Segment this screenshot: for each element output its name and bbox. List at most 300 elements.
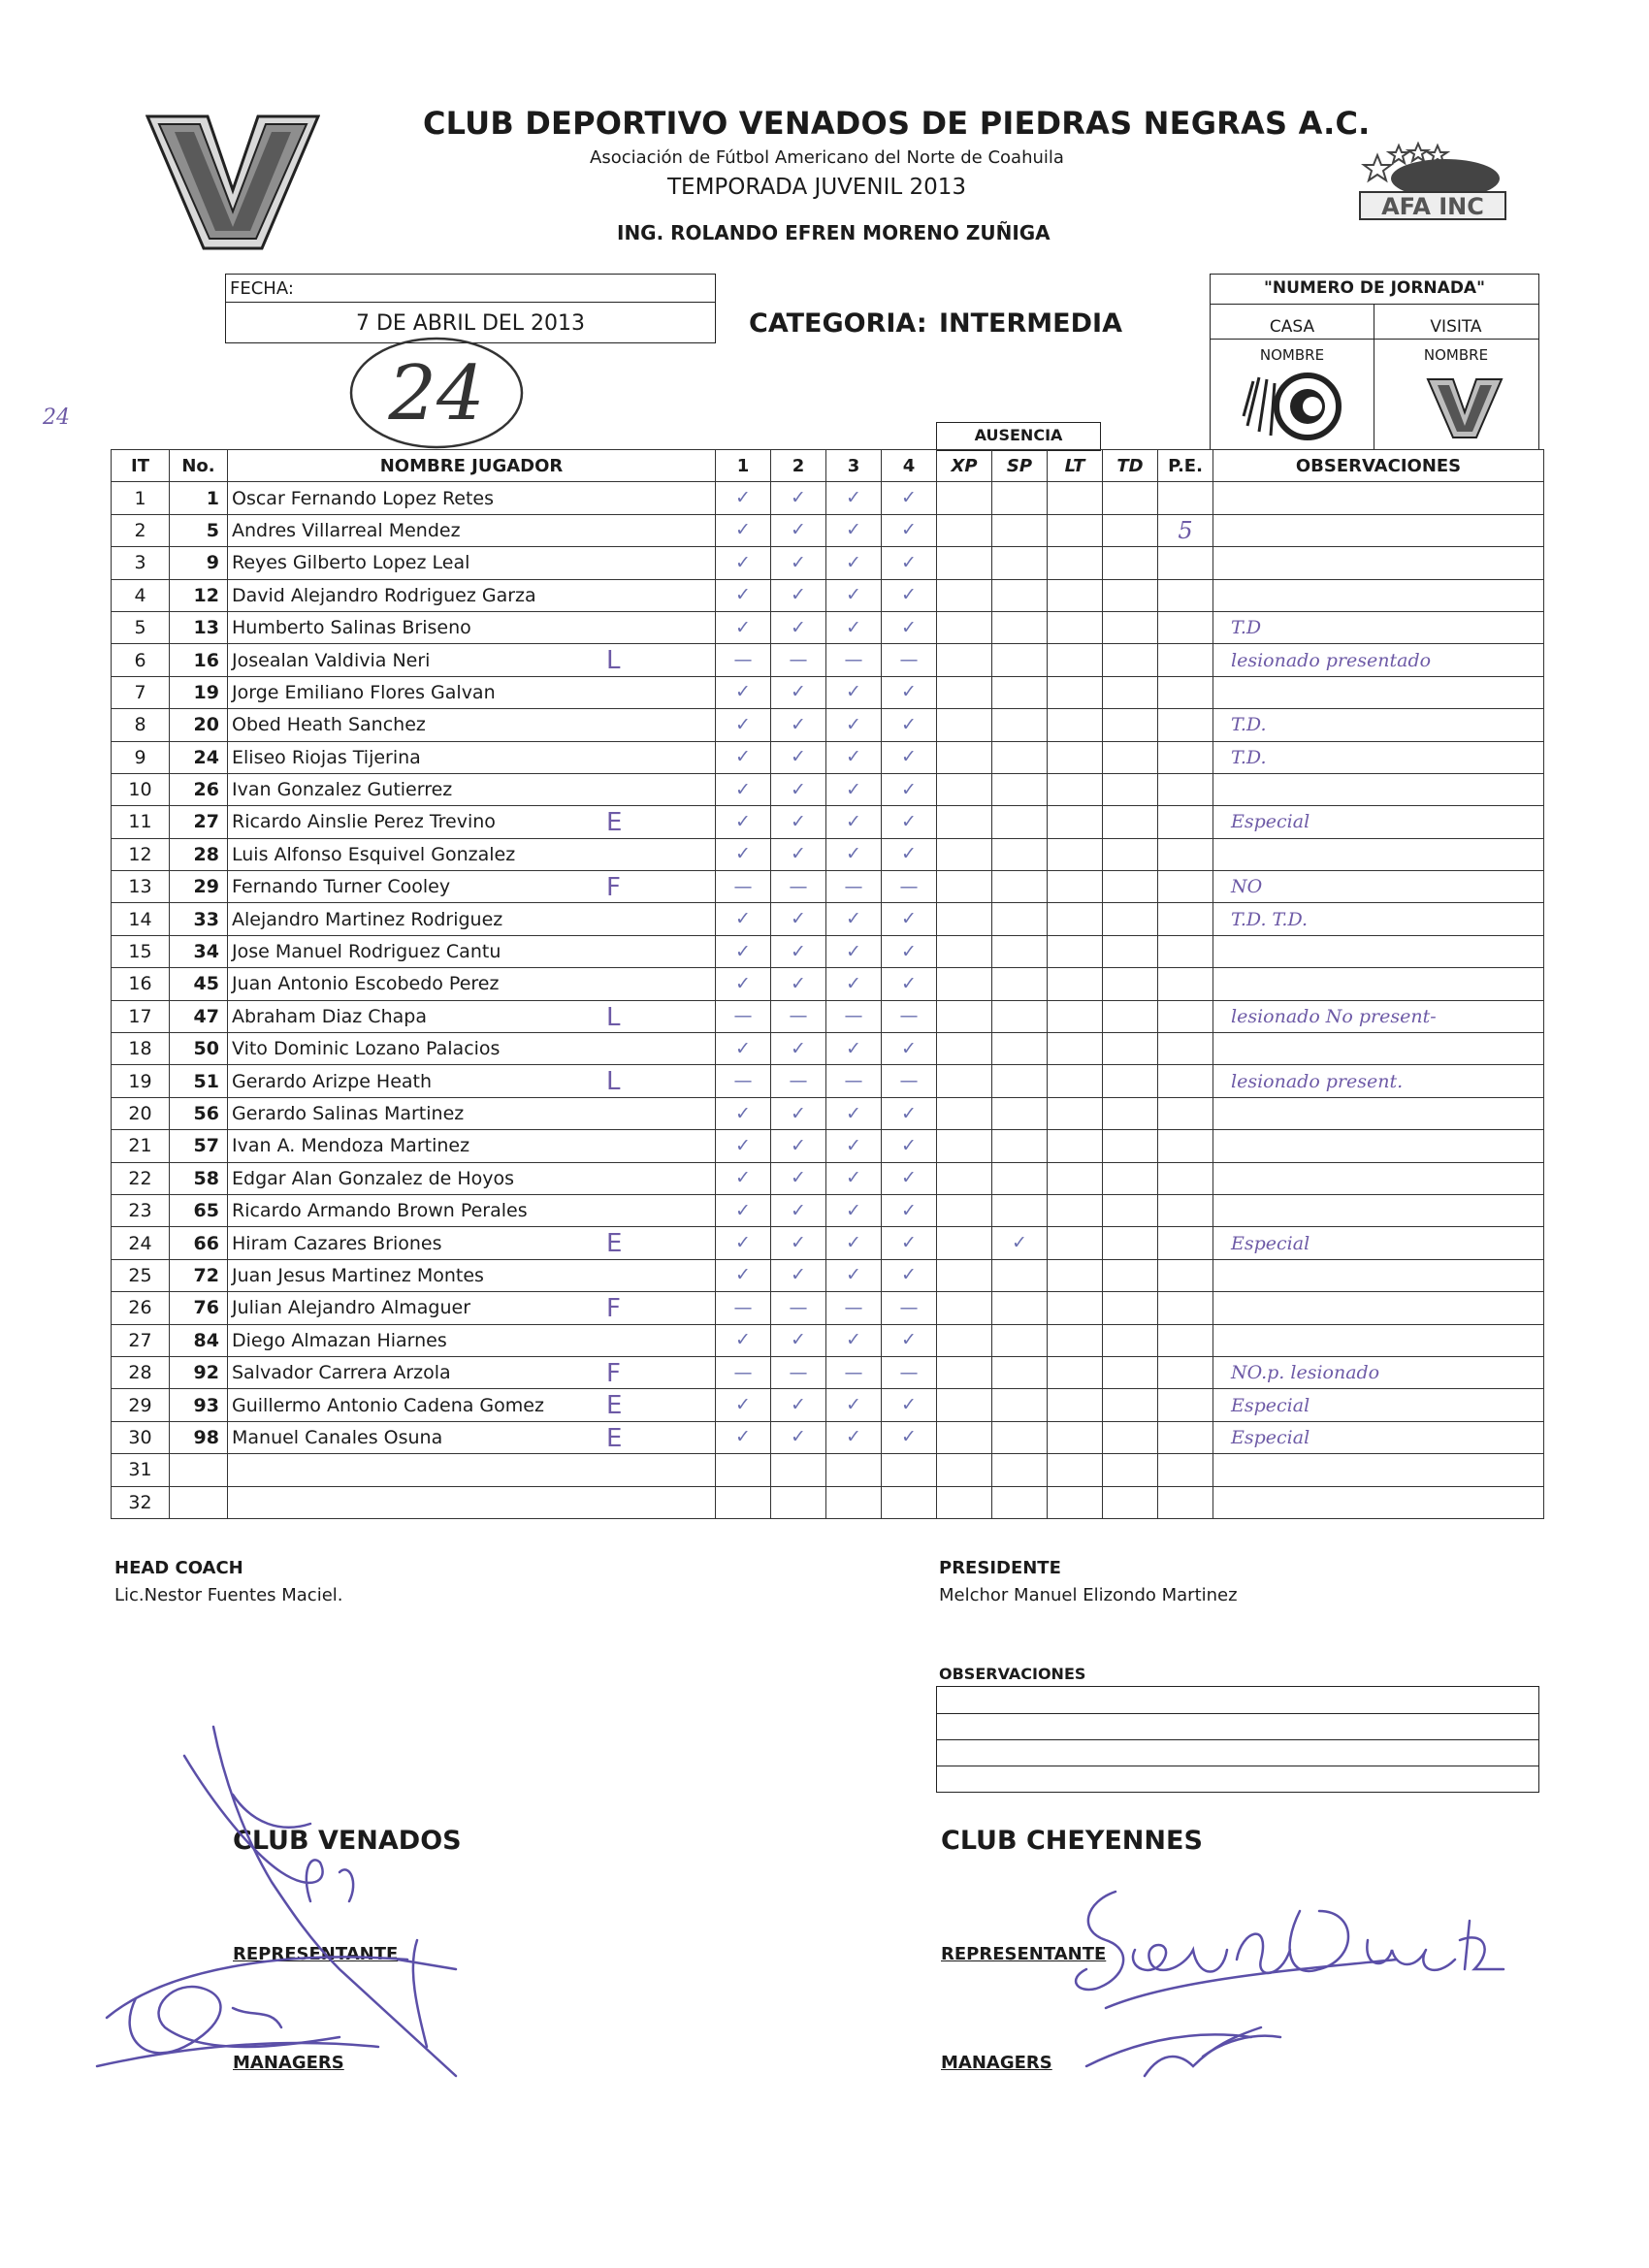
row-player-name bbox=[228, 579, 716, 611]
row-it: 12 bbox=[112, 838, 170, 870]
row-player-name bbox=[228, 1162, 716, 1194]
table-row bbox=[112, 579, 1544, 611]
row-player-name bbox=[228, 547, 716, 579]
row-quarter-2: — bbox=[771, 1000, 826, 1032]
row-quarter-2: — bbox=[771, 644, 826, 676]
representante-right-label: REPRESENTANTE bbox=[941, 1944, 1107, 1964]
row-lt bbox=[1048, 1421, 1103, 1453]
row-player-name bbox=[228, 806, 716, 838]
player-name: Salvador Carrera Arzola bbox=[232, 1362, 451, 1384]
row-quarter-4: ✓ bbox=[882, 547, 937, 579]
row-xp bbox=[937, 1000, 992, 1032]
row-quarter-2: — bbox=[771, 1356, 826, 1388]
row-lt bbox=[1048, 579, 1103, 611]
row-td bbox=[1103, 482, 1158, 514]
table-row bbox=[112, 1097, 1544, 1129]
row-player-name bbox=[228, 1194, 716, 1226]
row-observaciones: lesionado presentado bbox=[1213, 644, 1544, 676]
row-quarter-4: ✓ bbox=[882, 1324, 937, 1356]
player-name: Guillermo Antonio Cadena Gomez bbox=[232, 1394, 544, 1416]
row-pe bbox=[1158, 903, 1213, 935]
managers-right-label: MANAGERS bbox=[941, 2053, 1052, 2073]
row-td bbox=[1103, 1292, 1158, 1324]
row-xp bbox=[937, 1130, 992, 1162]
row-lt bbox=[1048, 1356, 1103, 1388]
row-quarter-4: ✓ bbox=[882, 1033, 937, 1065]
row-quarter-4: ✓ bbox=[882, 676, 937, 708]
row-player-name bbox=[228, 773, 716, 805]
player-name: Gerardo Arizpe Heath bbox=[232, 1070, 433, 1092]
visita-nombre-label: NOMBRE bbox=[1423, 346, 1489, 364]
row-quarter-3: ✓ bbox=[826, 709, 882, 741]
row-quarter-3: ✓ bbox=[826, 903, 882, 935]
row-number: 57 bbox=[170, 1130, 228, 1162]
status-mark-handwritten: L bbox=[606, 1067, 621, 1097]
row-it: 30 bbox=[112, 1421, 170, 1453]
row-observaciones: NO.p. lesionado bbox=[1213, 1356, 1544, 1388]
row-number: 51 bbox=[170, 1065, 228, 1097]
row-pe bbox=[1158, 1486, 1213, 1518]
row-td bbox=[1103, 1421, 1158, 1453]
table-row bbox=[112, 1065, 1544, 1097]
row-quarter-4: ✓ bbox=[882, 1194, 937, 1226]
row-sp bbox=[992, 514, 1048, 546]
row-it: 2 bbox=[112, 514, 170, 546]
row-observaciones bbox=[1213, 1097, 1544, 1129]
row-quarter-1: — bbox=[716, 871, 771, 903]
table-row bbox=[112, 1227, 1544, 1259]
row-quarter-2: ✓ bbox=[771, 1097, 826, 1129]
status-mark-handwritten: F bbox=[606, 873, 621, 903]
row-observaciones: T.D. bbox=[1213, 709, 1544, 741]
row-quarter-2: ✓ bbox=[771, 903, 826, 935]
row-td bbox=[1103, 1130, 1158, 1162]
row-quarter-1: ✓ bbox=[716, 935, 771, 967]
row-player-name bbox=[228, 741, 716, 773]
representante-left-label: REPRESENTANTE bbox=[233, 1944, 399, 1964]
row-quarter-1: ✓ bbox=[716, 514, 771, 546]
row-it: 18 bbox=[112, 1033, 170, 1065]
row-quarter-2: ✓ bbox=[771, 838, 826, 870]
header-td: TD bbox=[1103, 450, 1158, 482]
row-quarter-2: — bbox=[771, 871, 826, 903]
row-quarter-1: ✓ bbox=[716, 482, 771, 514]
row-quarter-1: ✓ bbox=[716, 1227, 771, 1259]
row-xp bbox=[937, 1065, 992, 1097]
row-sp bbox=[992, 773, 1048, 805]
row-it: 4 bbox=[112, 579, 170, 611]
row-quarter-1 bbox=[716, 1454, 771, 1486]
row-quarter-4: ✓ bbox=[882, 1389, 937, 1421]
row-quarter-1: ✓ bbox=[716, 1324, 771, 1356]
row-quarter-3: — bbox=[826, 1065, 882, 1097]
row-quarter-4: ✓ bbox=[882, 773, 937, 805]
player-name: Ricardo Ainslie Perez Trevino bbox=[232, 811, 496, 833]
row-td bbox=[1103, 773, 1158, 805]
row-quarter-3: ✓ bbox=[826, 1130, 882, 1162]
row-lt bbox=[1048, 1227, 1103, 1259]
table-row bbox=[112, 1292, 1544, 1324]
table-row bbox=[112, 1324, 1544, 1356]
row-quarter-2: ✓ bbox=[771, 611, 826, 643]
row-sp bbox=[992, 1130, 1048, 1162]
row-td bbox=[1103, 1033, 1158, 1065]
row-sp bbox=[992, 709, 1048, 741]
row-quarter-3: ✓ bbox=[826, 1259, 882, 1291]
row-quarter-1: ✓ bbox=[716, 1033, 771, 1065]
status-mark-handwritten: F bbox=[606, 1358, 621, 1388]
row-observaciones bbox=[1213, 1454, 1544, 1486]
row-lt bbox=[1048, 1194, 1103, 1226]
row-quarter-3: ✓ bbox=[826, 1097, 882, 1129]
row-td bbox=[1103, 806, 1158, 838]
row-observaciones: T.D. T.D. bbox=[1213, 903, 1544, 935]
row-number bbox=[170, 1454, 228, 1486]
status-mark-handwritten: E bbox=[606, 1391, 623, 1421]
svg-text:V: V bbox=[232, 182, 234, 183]
afa-inc-logo bbox=[1348, 138, 1523, 225]
row-it: 28 bbox=[112, 1356, 170, 1388]
row-quarter-1: ✓ bbox=[716, 1421, 771, 1453]
row-observaciones: T.D bbox=[1213, 611, 1544, 643]
status-mark-handwritten: E bbox=[606, 1229, 623, 1259]
row-td bbox=[1103, 644, 1158, 676]
row-quarter-1: ✓ bbox=[716, 968, 771, 1000]
row-player-name bbox=[228, 676, 716, 708]
row-quarter-3: ✓ bbox=[826, 1227, 882, 1259]
row-quarter-1: ✓ bbox=[716, 1130, 771, 1162]
row-pe bbox=[1158, 1292, 1213, 1324]
row-quarter-1: — bbox=[716, 1000, 771, 1032]
row-quarter-4: ✓ bbox=[882, 935, 937, 967]
row-quarter-4: ✓ bbox=[882, 611, 937, 643]
row-number bbox=[170, 1486, 228, 1518]
row-it: 27 bbox=[112, 1324, 170, 1356]
row-quarter-1: — bbox=[716, 644, 771, 676]
row-quarter-1: ✓ bbox=[716, 806, 771, 838]
row-quarter-1: ✓ bbox=[716, 1097, 771, 1129]
row-quarter-2: ✓ bbox=[771, 741, 826, 773]
header-observaciones: OBSERVACIONES bbox=[1213, 450, 1544, 482]
row-lt bbox=[1048, 1097, 1103, 1129]
row-pe bbox=[1158, 1421, 1213, 1453]
casa-nombre-label: NOMBRE bbox=[1259, 346, 1325, 364]
row-sp: ✓ bbox=[992, 1227, 1048, 1259]
row-quarter-4: — bbox=[882, 644, 937, 676]
player-name: Julian Alejandro Almaguer bbox=[232, 1297, 471, 1319]
row-player-name bbox=[228, 838, 716, 870]
row-quarter-2 bbox=[771, 1454, 826, 1486]
row-observaciones bbox=[1213, 1259, 1544, 1291]
row-number: 72 bbox=[170, 1259, 228, 1291]
row-quarter-4: ✓ bbox=[882, 1097, 937, 1129]
status-mark-handwritten: F bbox=[606, 1294, 621, 1324]
row-quarter-4: ✓ bbox=[882, 1162, 937, 1194]
row-quarter-4: ✓ bbox=[882, 806, 937, 838]
roster-table bbox=[111, 449, 1544, 1519]
row-td bbox=[1103, 871, 1158, 903]
row-lt bbox=[1048, 1259, 1103, 1291]
row-td bbox=[1103, 547, 1158, 579]
row-quarter-1: ✓ bbox=[716, 1194, 771, 1226]
row-observaciones: T.D. bbox=[1213, 741, 1544, 773]
row-td bbox=[1103, 1356, 1158, 1388]
venados-v-small-logo bbox=[1426, 377, 1504, 439]
row-it: 22 bbox=[112, 1162, 170, 1194]
row-td bbox=[1103, 1389, 1158, 1421]
row-quarter-2: ✓ bbox=[771, 968, 826, 1000]
row-quarter-3: ✓ bbox=[826, 935, 882, 967]
row-xp bbox=[937, 741, 992, 773]
row-pe bbox=[1158, 968, 1213, 1000]
row-quarter-3 bbox=[826, 1486, 882, 1518]
row-quarter-4: ✓ bbox=[882, 838, 937, 870]
row-xp bbox=[937, 482, 992, 514]
row-pe bbox=[1158, 579, 1213, 611]
row-quarter-3: — bbox=[826, 1292, 882, 1324]
table-row bbox=[112, 676, 1544, 708]
row-quarter-2: ✓ bbox=[771, 1194, 826, 1226]
row-player-name bbox=[228, 871, 716, 903]
row-xp bbox=[937, 1097, 992, 1129]
row-sp bbox=[992, 1389, 1048, 1421]
row-lt bbox=[1048, 968, 1103, 1000]
header-pe: P.E. bbox=[1158, 450, 1213, 482]
row-player-name bbox=[228, 1389, 716, 1421]
row-lt bbox=[1048, 547, 1103, 579]
row-lt bbox=[1048, 1389, 1103, 1421]
table-row bbox=[112, 1356, 1544, 1388]
row-observaciones bbox=[1213, 1130, 1544, 1162]
row-td bbox=[1103, 903, 1158, 935]
row-sp bbox=[992, 1292, 1048, 1324]
row-pe bbox=[1158, 1454, 1213, 1486]
row-observaciones: lesionado present. bbox=[1213, 1065, 1544, 1097]
player-name: Josealan Valdivia Neri bbox=[232, 649, 431, 671]
presidente-name: Melchor Manuel Elizondo Martinez bbox=[939, 1585, 1238, 1605]
row-observaciones bbox=[1213, 1292, 1544, 1324]
row-sp bbox=[992, 968, 1048, 1000]
row-number: 84 bbox=[170, 1324, 228, 1356]
row-sp bbox=[992, 611, 1048, 643]
row-number: 98 bbox=[170, 1421, 228, 1453]
header-lt: LT bbox=[1048, 450, 1103, 482]
row-quarter-2: ✓ bbox=[771, 806, 826, 838]
row-observaciones bbox=[1213, 838, 1544, 870]
player-name: Jorge Emiliano Flores Galvan bbox=[232, 681, 496, 703]
player-name: Oscar Fernando Lopez Retes bbox=[232, 487, 495, 509]
status-mark-handwritten: L bbox=[606, 1002, 621, 1032]
row-quarter-3: ✓ bbox=[826, 579, 882, 611]
player-name: Jose Manuel Rodriguez Cantu bbox=[232, 941, 501, 963]
row-xp bbox=[937, 1421, 992, 1453]
table-row bbox=[112, 1194, 1544, 1226]
categoria-label: CATEGORIA: bbox=[749, 308, 927, 339]
table-row bbox=[112, 1454, 1544, 1486]
row-number: 92 bbox=[170, 1356, 228, 1388]
row-it: 15 bbox=[112, 935, 170, 967]
row-quarter-4: — bbox=[882, 1356, 937, 1388]
row-lt bbox=[1048, 1162, 1103, 1194]
row-observaciones bbox=[1213, 968, 1544, 1000]
row-td bbox=[1103, 611, 1158, 643]
row-xp bbox=[937, 1227, 992, 1259]
player-name: Manuel Canales Osuna bbox=[232, 1426, 443, 1448]
row-xp bbox=[937, 806, 992, 838]
row-sp bbox=[992, 1259, 1048, 1291]
row-number: 29 bbox=[170, 871, 228, 903]
row-quarter-3: ✓ bbox=[826, 1033, 882, 1065]
row-lt bbox=[1048, 482, 1103, 514]
row-quarter-3: ✓ bbox=[826, 806, 882, 838]
jornada-title: "NUMERO DE JORNADA" bbox=[1264, 278, 1485, 298]
row-observaciones: Especial bbox=[1213, 806, 1544, 838]
row-it: 11 bbox=[112, 806, 170, 838]
row-it: 20 bbox=[112, 1097, 170, 1129]
row-td bbox=[1103, 935, 1158, 967]
row-number: 19 bbox=[170, 676, 228, 708]
row-xp bbox=[937, 709, 992, 741]
row-sp bbox=[992, 547, 1048, 579]
row-quarter-3: — bbox=[826, 1356, 882, 1388]
row-it: 9 bbox=[112, 741, 170, 773]
row-it: 7 bbox=[112, 676, 170, 708]
row-lt bbox=[1048, 644, 1103, 676]
row-player-name bbox=[228, 514, 716, 546]
row-pe bbox=[1158, 1097, 1213, 1129]
row-lt bbox=[1048, 806, 1103, 838]
row-xp bbox=[937, 547, 992, 579]
player-name: Diego Almazan Hiarnes bbox=[232, 1329, 447, 1351]
row-pe bbox=[1158, 773, 1213, 805]
row-pe bbox=[1158, 1065, 1213, 1097]
row-it: 13 bbox=[112, 871, 170, 903]
row-quarter-2: ✓ bbox=[771, 1130, 826, 1162]
row-pe bbox=[1158, 1324, 1213, 1356]
table-row bbox=[112, 1000, 1544, 1032]
row-sp bbox=[992, 1162, 1048, 1194]
row-pe bbox=[1158, 1227, 1213, 1259]
row-pe bbox=[1158, 1130, 1213, 1162]
row-observaciones bbox=[1213, 482, 1544, 514]
row-pe bbox=[1158, 806, 1213, 838]
row-quarter-3: ✓ bbox=[826, 514, 882, 546]
row-player-name bbox=[228, 1421, 716, 1453]
player-name: Fernando Turner Cooley bbox=[232, 876, 451, 898]
row-pe bbox=[1158, 709, 1213, 741]
player-name: Juan Antonio Escobedo Perez bbox=[232, 973, 500, 995]
row-sp bbox=[992, 806, 1048, 838]
row-quarter-4: ✓ bbox=[882, 903, 937, 935]
row-quarter-3: ✓ bbox=[826, 676, 882, 708]
row-pe bbox=[1158, 547, 1213, 579]
row-xp bbox=[937, 514, 992, 546]
row-number: 58 bbox=[170, 1162, 228, 1194]
row-lt bbox=[1048, 1000, 1103, 1032]
row-observaciones bbox=[1213, 1194, 1544, 1226]
row-it: 29 bbox=[112, 1389, 170, 1421]
row-sp bbox=[992, 871, 1048, 903]
row-quarter-2: ✓ bbox=[771, 547, 826, 579]
row-quarter-1: ✓ bbox=[716, 1389, 771, 1421]
row-xp bbox=[937, 935, 992, 967]
status-mark-handwritten: E bbox=[606, 808, 623, 838]
row-number: 5 bbox=[170, 514, 228, 546]
row-sp bbox=[992, 644, 1048, 676]
row-quarter-4: — bbox=[882, 871, 937, 903]
row-quarter-3: ✓ bbox=[826, 611, 882, 643]
row-lt bbox=[1048, 1324, 1103, 1356]
row-quarter-3: — bbox=[826, 871, 882, 903]
club-cheyennes-label: CLUB CHEYENNES bbox=[941, 1826, 1203, 1856]
row-quarter-3 bbox=[826, 1454, 882, 1486]
player-name: Reyes Gilberto Lopez Leal bbox=[232, 552, 470, 574]
row-observaciones bbox=[1213, 1486, 1544, 1518]
row-lt bbox=[1048, 871, 1103, 903]
table-row bbox=[112, 709, 1544, 741]
row-xp bbox=[937, 644, 992, 676]
row-quarter-4: — bbox=[882, 1292, 937, 1324]
row-pe bbox=[1158, 482, 1213, 514]
table-row bbox=[112, 806, 1544, 838]
status-mark-handwritten: L bbox=[606, 646, 621, 676]
row-td bbox=[1103, 709, 1158, 741]
ausencia-header: AUSENCIA bbox=[936, 422, 1101, 451]
header-q2: 2 bbox=[771, 450, 826, 482]
row-number: 47 bbox=[170, 1000, 228, 1032]
row-sp bbox=[992, 1000, 1048, 1032]
row-player-name bbox=[228, 709, 716, 741]
player-name: Gerardo Salinas Martinez bbox=[232, 1103, 465, 1124]
player-name: Hiram Cazares Briones bbox=[232, 1232, 442, 1254]
row-sp bbox=[992, 838, 1048, 870]
row-td bbox=[1103, 1454, 1158, 1486]
row-quarter-4: ✓ bbox=[882, 1227, 937, 1259]
observaciones-footer-label: OBSERVACIONES bbox=[939, 1665, 1086, 1683]
row-quarter-1: ✓ bbox=[716, 741, 771, 773]
row-xp bbox=[937, 1486, 992, 1518]
row-observaciones: Especial bbox=[1213, 1389, 1544, 1421]
table-row bbox=[112, 903, 1544, 935]
row-td bbox=[1103, 1486, 1158, 1518]
row-it: 10 bbox=[112, 773, 170, 805]
row-quarter-1: ✓ bbox=[716, 1162, 771, 1194]
head-coach-name: Lic.Nestor Fuentes Maciel. bbox=[114, 1585, 343, 1605]
row-lt bbox=[1048, 1065, 1103, 1097]
signature-cheyennes bbox=[1028, 1872, 1533, 2105]
row-it: 16 bbox=[112, 968, 170, 1000]
row-quarter-4: ✓ bbox=[882, 741, 937, 773]
row-quarter-1: ✓ bbox=[716, 773, 771, 805]
circled-number-handwritten bbox=[340, 330, 534, 456]
header-nombre-jugador: NOMBRE JUGADOR bbox=[228, 450, 716, 482]
player-name: Ricardo Armando Brown Perales bbox=[232, 1200, 528, 1222]
row-it: 17 bbox=[112, 1000, 170, 1032]
row-xp bbox=[937, 1162, 992, 1194]
row-quarter-2: ✓ bbox=[771, 1324, 826, 1356]
row-lt bbox=[1048, 773, 1103, 805]
row-quarter-4: ✓ bbox=[882, 1421, 937, 1453]
row-lt bbox=[1048, 514, 1103, 546]
header-q1: 1 bbox=[716, 450, 771, 482]
table-row bbox=[112, 773, 1544, 805]
categoria-value: INTERMEDIA bbox=[939, 308, 1122, 339]
svg-text:V: V bbox=[1465, 406, 1466, 407]
row-sp bbox=[992, 676, 1048, 708]
row-quarter-1 bbox=[716, 1486, 771, 1518]
row-sp bbox=[992, 482, 1048, 514]
club-title: CLUB DEPORTIVO VENADOS DE PIEDRAS NEGRAS A.C. bbox=[423, 105, 1371, 142]
